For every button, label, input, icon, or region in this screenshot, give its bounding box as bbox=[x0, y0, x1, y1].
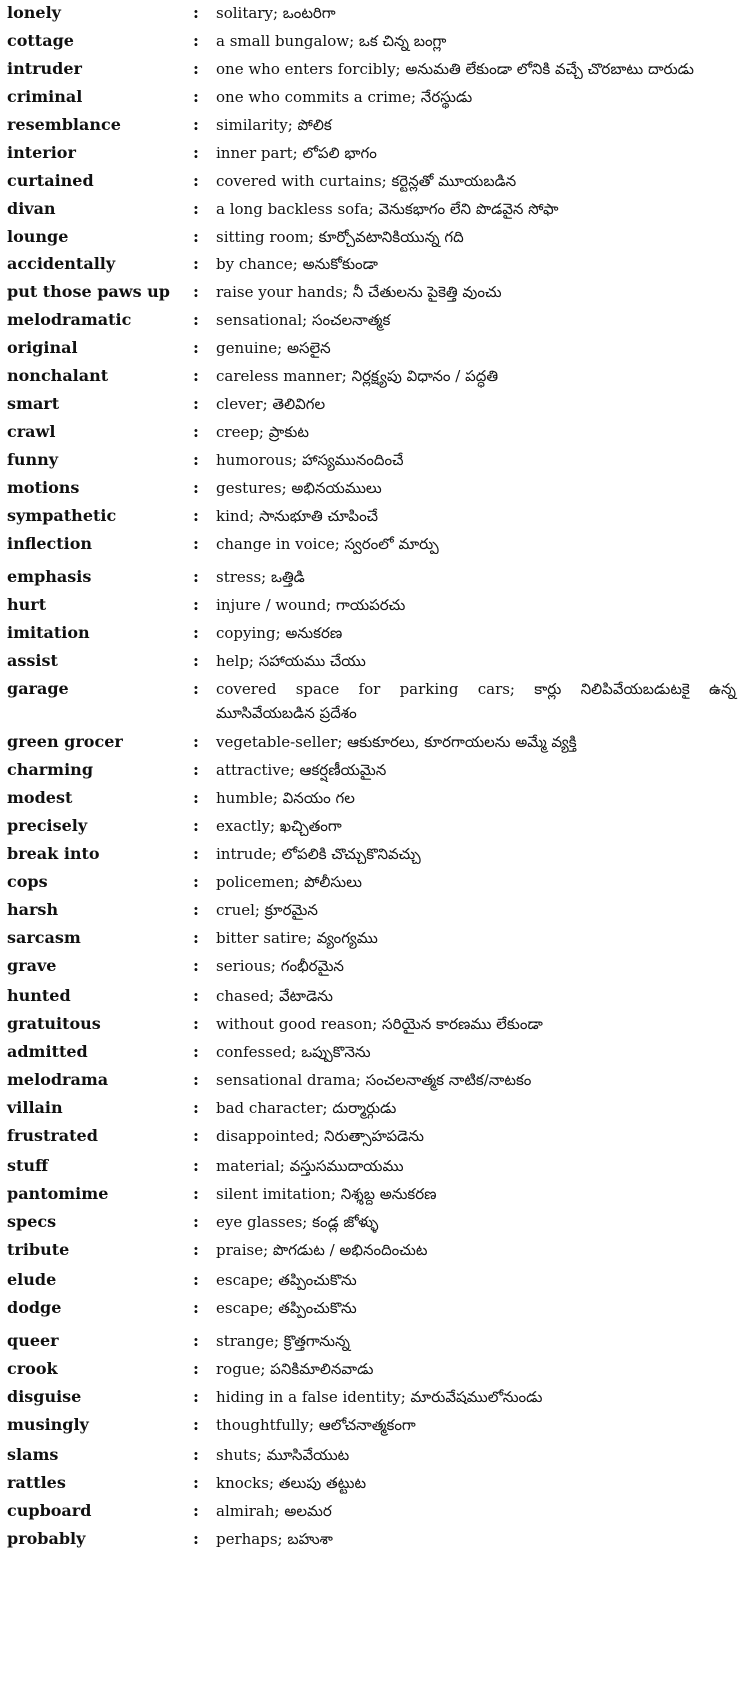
glossary-term: funny bbox=[7, 450, 59, 469]
glossary-entry bbox=[0, 169, 743, 193]
term-separator: : bbox=[193, 816, 199, 835]
term-separator: : bbox=[193, 1014, 199, 1033]
glossary-term: probably bbox=[7, 1529, 86, 1548]
glossary-entry bbox=[0, 677, 743, 725]
term-separator: : bbox=[193, 928, 199, 947]
glossary-term: frustrated bbox=[7, 1126, 98, 1145]
glossary-meaning: knocks; తలుపు తట్టుట bbox=[216, 1474, 367, 1492]
glossary-term: sarcasm bbox=[7, 928, 81, 947]
glossary-term: melodramatic bbox=[7, 310, 132, 329]
glossary-meaning: by chance; అనుకోకుండా bbox=[216, 255, 378, 273]
glossary-term: interior bbox=[7, 143, 76, 162]
glossary-term: grave bbox=[7, 956, 57, 975]
glossary-entry bbox=[0, 1443, 743, 1467]
glossary-meaning: change in voice; స్వరంలో మార్పు bbox=[216, 535, 439, 553]
glossary-term: garage bbox=[7, 679, 69, 698]
glossary-meaning: serious; గంభీరమైన bbox=[216, 957, 344, 975]
glossary-term: break into bbox=[7, 844, 100, 863]
glossary-entry bbox=[0, 926, 743, 950]
glossary-term: green grocer bbox=[7, 732, 123, 751]
glossary-meaning: almirah; అలమర bbox=[216, 1502, 332, 1520]
glossary-entry bbox=[0, 504, 743, 528]
glossary-entry bbox=[0, 57, 743, 81]
glossary-meaning: attractive; ఆకర్షణీయమైన bbox=[216, 761, 387, 779]
glossary-term: nonchalant bbox=[7, 366, 109, 385]
glossary-term: cottage bbox=[7, 31, 74, 50]
glossary-entry bbox=[0, 1012, 743, 1036]
glossary-entry bbox=[0, 1238, 743, 1262]
glossary-meaning: eye glasses; కండ్ల జోళ్ళు bbox=[216, 1213, 379, 1231]
term-separator: : bbox=[193, 1501, 199, 1520]
glossary-term: crawl bbox=[7, 422, 56, 441]
term-separator: : bbox=[193, 1473, 199, 1492]
glossary-meaning: thoughtfully; ఆలోచనాత్మకంగా bbox=[216, 1416, 416, 1434]
glossary-term: charming bbox=[7, 760, 93, 779]
term-separator: : bbox=[193, 87, 199, 106]
glossary-entry bbox=[0, 1499, 743, 1523]
term-separator: : bbox=[193, 986, 199, 1005]
glossary-entry bbox=[0, 1182, 743, 1206]
glossary-meaning: raise your hands; నీ చేతులను పైకెత్తి వుంచు bbox=[216, 283, 502, 301]
term-separator: : bbox=[193, 282, 199, 301]
term-separator: : bbox=[193, 956, 199, 975]
glossary-term: cupboard bbox=[7, 1501, 92, 1520]
glossary-term: harsh bbox=[7, 900, 59, 919]
glossary-meaning: strange; క్రొత్తగానున్న bbox=[216, 1332, 350, 1350]
glossary-entry bbox=[0, 336, 743, 360]
glossary-entry bbox=[0, 392, 743, 416]
glossary-term: admitted bbox=[7, 1042, 88, 1061]
glossary-meaning: material; వస్తుసముదాయము bbox=[216, 1157, 404, 1175]
glossary-entry bbox=[0, 1, 743, 25]
term-separator: : bbox=[193, 788, 199, 807]
glossary-term: melodrama bbox=[7, 1070, 109, 1089]
glossary-meaning: confessed; ఒప్పుకొనెను bbox=[216, 1043, 371, 1061]
term-separator: : bbox=[193, 732, 199, 751]
term-separator: : bbox=[193, 1212, 199, 1231]
term-separator: : bbox=[193, 534, 199, 553]
glossary-meaning: chased; వేటాడెను bbox=[216, 987, 333, 1005]
glossary-meaning: creep; ప్రాకుట bbox=[216, 423, 309, 441]
term-separator: : bbox=[193, 760, 199, 779]
term-separator: : bbox=[193, 310, 199, 329]
term-separator: : bbox=[193, 567, 199, 586]
glossary-meaning: sensational; సంచలనాత్మక bbox=[216, 311, 391, 329]
glossary-meaning: stress; ఒత్తిడి bbox=[216, 568, 305, 586]
glossary-meaning: gestures; అభినయములు bbox=[216, 479, 382, 497]
glossary-meaning: vegetable-seller; ఆకుకూరలు, కూరగాయలను అమ్మే వ్యక్తి bbox=[216, 733, 577, 751]
term-separator: : bbox=[193, 595, 199, 614]
glossary-entry bbox=[0, 197, 743, 221]
term-separator: : bbox=[193, 143, 199, 162]
glossary-term: rattles bbox=[7, 1473, 66, 1492]
glossary-entry bbox=[0, 730, 743, 754]
glossary-entry bbox=[0, 649, 743, 673]
glossary-entry bbox=[0, 1413, 743, 1437]
glossary-entry bbox=[0, 1124, 743, 1148]
glossary-term: specs bbox=[7, 1212, 57, 1231]
term-separator: : bbox=[193, 31, 199, 50]
term-separator: : bbox=[193, 450, 199, 469]
term-separator: : bbox=[193, 900, 199, 919]
glossary-meaning: sensational drama; సంచలనాత్మక నాటిక/నాటకం bbox=[216, 1071, 532, 1089]
glossary-meaning: help; సహాయము చేయు bbox=[216, 652, 366, 670]
glossary-entry bbox=[0, 1329, 743, 1353]
glossary-entry bbox=[0, 113, 743, 137]
glossary-entry bbox=[0, 984, 743, 1008]
glossary-meaning: one who enters forcibly; అనుమతి లేకుండా లోనికి వచ్చే చొరబాటు దారుడు bbox=[216, 60, 694, 78]
glossary-entry bbox=[0, 1210, 743, 1234]
glossary-term: resemblance bbox=[7, 115, 121, 134]
glossary-term: motions bbox=[7, 478, 80, 497]
glossary-term: imitation bbox=[7, 623, 90, 642]
glossary-meaning: bitter satire; వ్యంగ్యము bbox=[216, 929, 378, 947]
term-separator: : bbox=[193, 1415, 199, 1434]
glossary-term: hurt bbox=[7, 595, 47, 614]
glossary-term: divan bbox=[7, 199, 56, 218]
glossary-term: curtained bbox=[7, 171, 94, 190]
glossary-meaning: bad character; దుర్మార్గుడు bbox=[216, 1099, 397, 1117]
term-separator: : bbox=[193, 338, 199, 357]
glossary-meaning: intrude; లోపలికి చొచ్చుకొనివచ్చు bbox=[216, 845, 421, 863]
term-separator: : bbox=[193, 1270, 199, 1289]
term-separator: : bbox=[193, 171, 199, 190]
glossary-meaning: humorous; హాస్యమునందించే bbox=[216, 451, 404, 469]
term-separator: : bbox=[193, 1156, 199, 1175]
glossary-entry bbox=[0, 225, 743, 249]
glossary-meaning: similarity; పోలిక bbox=[216, 116, 332, 134]
glossary-term: original bbox=[7, 338, 78, 357]
glossary-term: pantomime bbox=[7, 1184, 109, 1203]
glossary-term: smart bbox=[7, 394, 60, 413]
glossary-term: tribute bbox=[7, 1240, 70, 1259]
term-separator: : bbox=[193, 1042, 199, 1061]
glossary-term: inflection bbox=[7, 534, 93, 553]
glossary-meaning: a long backless sofa; వెనుకభాగం లేని పొడవైన సోఫా bbox=[216, 200, 559, 218]
glossary-term: modest bbox=[7, 788, 73, 807]
glossary-entry bbox=[0, 1040, 743, 1064]
glossary-meaning: solitary; ఒంటరిగా bbox=[216, 4, 336, 22]
glossary-meaning: humble; వినయం గల bbox=[216, 789, 355, 807]
term-separator: : bbox=[193, 227, 199, 246]
glossary-term: musingly bbox=[7, 1415, 89, 1434]
glossary-meaning: praise; పొగడుట / అభినందించుట bbox=[216, 1241, 428, 1259]
glossary-entry bbox=[0, 1154, 743, 1178]
glossary-term: emphasis bbox=[7, 567, 92, 586]
glossary-entry bbox=[0, 1527, 743, 1551]
term-separator: : bbox=[193, 623, 199, 642]
glossary-term: stuff bbox=[7, 1156, 49, 1175]
term-separator: : bbox=[193, 1098, 199, 1117]
glossary-entry bbox=[0, 786, 743, 810]
term-separator: : bbox=[193, 3, 199, 22]
glossary-term: precisely bbox=[7, 816, 88, 835]
glossary-meaning: a small bungalow; ఒక చిన్న బంగ్లా bbox=[216, 32, 447, 50]
glossary-meaning: escape; తప్పించుకొను bbox=[216, 1299, 357, 1317]
term-separator: : bbox=[193, 254, 199, 273]
glossary-entry bbox=[0, 565, 743, 589]
glossary-meaning: disappointed; నిరుత్సాహపడెను bbox=[216, 1127, 424, 1145]
term-separator: : bbox=[193, 506, 199, 525]
term-separator: : bbox=[193, 394, 199, 413]
glossary-entry bbox=[0, 280, 743, 304]
glossary-term: cops bbox=[7, 872, 48, 891]
glossary-entry bbox=[0, 532, 743, 556]
term-separator: : bbox=[193, 844, 199, 863]
term-separator: : bbox=[193, 1387, 199, 1406]
glossary-entry bbox=[0, 476, 743, 500]
glossary-entry bbox=[0, 814, 743, 838]
glossary-term: lonely bbox=[7, 3, 61, 22]
glossary-entry bbox=[0, 364, 743, 388]
glossary-term: villain bbox=[7, 1098, 63, 1117]
glossary-entry bbox=[0, 252, 743, 276]
term-separator: : bbox=[193, 1070, 199, 1089]
glossary-meaning: shuts; మూసివేయుట bbox=[216, 1446, 350, 1464]
glossary-meaning: kind; సానుభూతి చూపించే bbox=[216, 507, 379, 525]
glossary-term: criminal bbox=[7, 87, 83, 106]
glossary-entry bbox=[0, 870, 743, 894]
glossary-meaning: inner part; లోపలి భాగం bbox=[216, 144, 377, 162]
glossary-meaning: silent imitation; నిశ్శబ్ద అనుకరణ bbox=[216, 1185, 437, 1203]
glossary-meaning: genuine; అసలైన bbox=[216, 339, 331, 357]
glossary-term: disguise bbox=[7, 1387, 82, 1406]
glossary-entry bbox=[0, 1096, 743, 1120]
glossary-term: lounge bbox=[7, 227, 69, 246]
term-separator: : bbox=[193, 651, 199, 670]
glossary-entry bbox=[0, 621, 743, 645]
glossary-entry bbox=[0, 85, 743, 109]
glossary-term: crook bbox=[7, 1359, 58, 1378]
glossary-entry bbox=[0, 1471, 743, 1495]
term-separator: : bbox=[193, 422, 199, 441]
glossary-meaning: cruel; క్రూరమైన bbox=[216, 901, 318, 919]
term-separator: : bbox=[193, 1126, 199, 1145]
glossary-meaning: escape; తప్పించుకొను bbox=[216, 1271, 357, 1289]
glossary-term: queer bbox=[7, 1331, 59, 1350]
term-separator: : bbox=[193, 366, 199, 385]
glossary-term: sympathetic bbox=[7, 506, 117, 525]
glossary-term: dodge bbox=[7, 1298, 62, 1317]
term-separator: : bbox=[193, 1298, 199, 1317]
glossary-entry bbox=[0, 842, 743, 866]
term-separator: : bbox=[193, 199, 199, 218]
glossary-entry bbox=[0, 29, 743, 53]
glossary-term: gratuitous bbox=[7, 1014, 101, 1033]
term-separator: : bbox=[193, 1359, 199, 1378]
term-separator: : bbox=[193, 1445, 199, 1464]
glossary-meaning: covered with curtains; కర్టెన్లతో మూయబడిన bbox=[216, 172, 517, 190]
glossary-entry bbox=[0, 308, 743, 332]
glossary-meaning: careless manner; నిర్లక్ష్యపు విధానం / పద్ధతి bbox=[216, 367, 499, 385]
glossary-term: intruder bbox=[7, 59, 82, 78]
term-separator: : bbox=[193, 1331, 199, 1350]
glossary-meaning: one who commits a crime; నేరస్థుడు bbox=[216, 88, 473, 106]
glossary-entry bbox=[0, 593, 743, 617]
glossary-term: slams bbox=[7, 1445, 59, 1464]
glossary-entry bbox=[0, 1385, 743, 1409]
glossary-meaning: sitting room; కూర్చోవటానికియున్న గది bbox=[216, 228, 464, 246]
glossary-meaning: perhaps; బహుశా bbox=[216, 1530, 333, 1548]
glossary-entry bbox=[0, 1357, 743, 1381]
term-separator: : bbox=[193, 1240, 199, 1259]
glossary-meaning: hiding in a false identity; మారువేషములోనుండు bbox=[216, 1388, 543, 1406]
term-separator: : bbox=[193, 872, 199, 891]
glossary-term: elude bbox=[7, 1270, 57, 1289]
glossary-entry bbox=[0, 954, 743, 978]
term-separator: : bbox=[193, 59, 199, 78]
glossary-meaning: covered space for parking cars; కార్లు నిలిపివేయబడుటకై ఉన్న మూసివేయబడిన ప్రదేశం bbox=[216, 680, 736, 722]
glossary-meaning: copying; అనుకరణ bbox=[216, 624, 343, 642]
term-separator: : bbox=[193, 478, 199, 497]
glossary-meaning: policemen; పోలీసులు bbox=[216, 873, 362, 891]
term-separator: : bbox=[193, 1529, 199, 1548]
glossary-entry bbox=[0, 1268, 743, 1292]
glossary-meaning: clever; తెలివిగల bbox=[216, 395, 326, 413]
term-separator: : bbox=[193, 115, 199, 134]
term-separator: : bbox=[193, 1184, 199, 1203]
glossary-entry bbox=[0, 141, 743, 165]
glossary-meaning: exactly; ఖచ్చితంగా bbox=[216, 817, 342, 835]
glossary-meaning: without good reason; సరియైన కారణము లేకుండా bbox=[216, 1015, 543, 1033]
term-separator: : bbox=[193, 679, 199, 698]
glossary-meaning: injure / wound; గాయపరచు bbox=[216, 596, 406, 614]
glossary-term: assist bbox=[7, 651, 58, 670]
glossary-entry bbox=[0, 420, 743, 444]
glossary-entry bbox=[0, 448, 743, 472]
glossary-entry bbox=[0, 758, 743, 782]
glossary-term: hunted bbox=[7, 986, 71, 1005]
glossary-term: accidentally bbox=[7, 254, 116, 273]
glossary-meaning: rogue; పనికిమాలినవాడు bbox=[216, 1360, 374, 1378]
glossary-entry bbox=[0, 1296, 743, 1320]
glossary-entry bbox=[0, 898, 743, 922]
glossary-entry bbox=[0, 1068, 743, 1092]
glossary-term: put those paws up bbox=[7, 282, 170, 301]
